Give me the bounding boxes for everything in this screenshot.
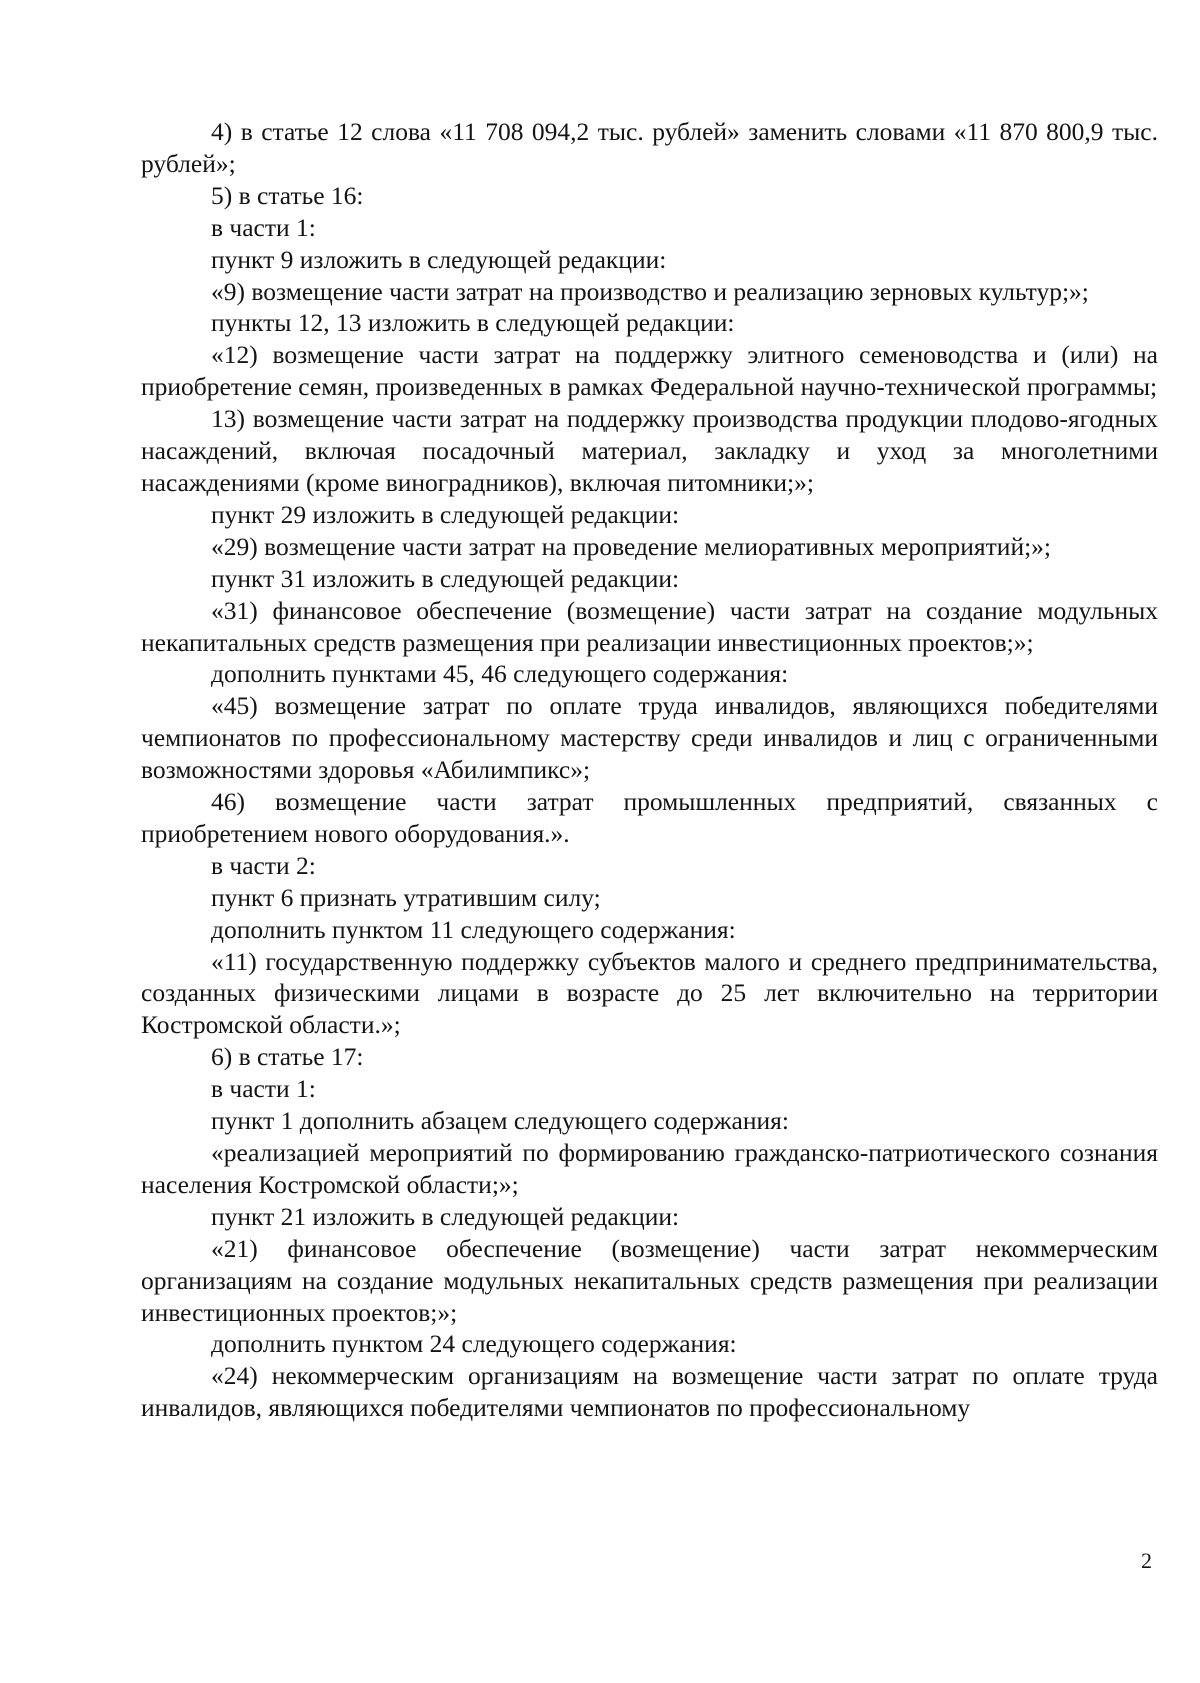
paragraph-item-9-intro: пункт 9 изложить в следующей редакции: bbox=[211, 244, 667, 274]
paragraph-item-6-repeal: пункт 6 признать утратившим силу; bbox=[211, 882, 601, 912]
paragraph-part-1-heading-art17: в части 1: bbox=[211, 1074, 316, 1104]
paragraph-item-31: «31) финансовое обеспечение (возмещение) части затрат на создание модульных некапитальных средств размещения при реализации инвестиционных проектов;»; bbox=[141, 595, 1158, 657]
paragraph-article-16-heading: 5) в статье 16: bbox=[211, 180, 364, 210]
paragraph-item-29-intro: пункт 29 изложить в следующей редакции: bbox=[211, 499, 680, 529]
paragraph-item-13: 13) возмещение части затрат на поддержку производства продукции плодово-ягодных насаждений, включая посадочный материал, закладку и уход за многолетними насаждениями (кроме виноградников), включая питомники;»; bbox=[141, 404, 1158, 497]
paragraph-item-45: «45) возмещение затрат по оплате труда инвалидов, являющихся победителями чемпионатов по профессиональному мастерству среди инвалидов и лиц с ограниченными возможностями здоровья «Абилимпикс»; bbox=[141, 691, 1158, 785]
paragraph-item-21: «21) финансовое обеспечение (возмещение) части затрат некоммерческим организациям на создание модульных некапитальных средств размещения при реализации инвестиционных проектов;»; bbox=[141, 1233, 1158, 1327]
paragraph-item-12: «12) возмещение части затрат на поддержку элитного семеноводства и (или) на приобретение семян, произведенных в рамках Федеральной научно-технической программы; bbox=[141, 340, 1158, 402]
paragraph-part-1-heading: в части 1: bbox=[211, 212, 316, 242]
paragraph-item-24: «24) некоммерческим организациям на возмещение части затрат по оплате труда инвалидов, являющихся победителями чемпионатов по профессиональному bbox=[141, 1361, 1158, 1423]
paragraph-article-17-heading: 6) в статье 17: bbox=[211, 1042, 364, 1072]
paragraph-item-1-intro: пункт 1 дополнить абзацем следующего содержания: bbox=[211, 1106, 789, 1136]
paragraph-item-11: «11) государственную поддержку субъектов малого и среднего предпринимательства, созданных физическими лицами в возрасте до 25 лет включительно на территории Костромской области.»; bbox=[141, 946, 1158, 1040]
paragraph-item-31-intro: пункт 31 изложить в следующей редакции: bbox=[211, 563, 680, 593]
paragraph-item-24-intro: дополнить пунктом 24 следующего содержания: bbox=[211, 1329, 737, 1359]
paragraph-item-21-intro: пункт 21 изложить в следующей редакции: bbox=[211, 1201, 680, 1231]
paragraph-part-2-heading: в части 2: bbox=[211, 850, 316, 880]
paragraph-article-12: 4) в статье 12 слова «11 708 094,2 тыс. рублей» заменить словами «11 870 800,9 тыс. рублей»; bbox=[141, 117, 1158, 178]
paragraph-item-1-addition: «реализацией мероприятий по формированию гражданско-патриотического сознания населения Костромской области;»; bbox=[141, 1138, 1158, 1199]
paragraph-items-45-46-intro: дополнить пунктами 45, 46 следующего содержания: bbox=[211, 659, 789, 689]
paragraph-item-11-intro: дополнить пунктом 11 следующего содержания: bbox=[211, 914, 736, 944]
paragraph-item-29: «29) возмещение части затрат на проведение мелиоративных мероприятий;»; bbox=[211, 531, 1052, 561]
paragraph-items-12-13-intro: пункты 12, 13 изложить в следующей редакции: bbox=[211, 308, 735, 338]
paragraph-item-9: «9) возмещение части затрат на производство и реализацию зерновых культур;»; bbox=[211, 276, 1089, 306]
document-body bbox=[141, 116, 1158, 1424]
paragraph-item-46: 46) возмещение части затрат промышленных предприятий, связанных с приобретением нового оборудования.». bbox=[141, 787, 1158, 848]
page-number: 2 bbox=[1141, 1548, 1152, 1573]
